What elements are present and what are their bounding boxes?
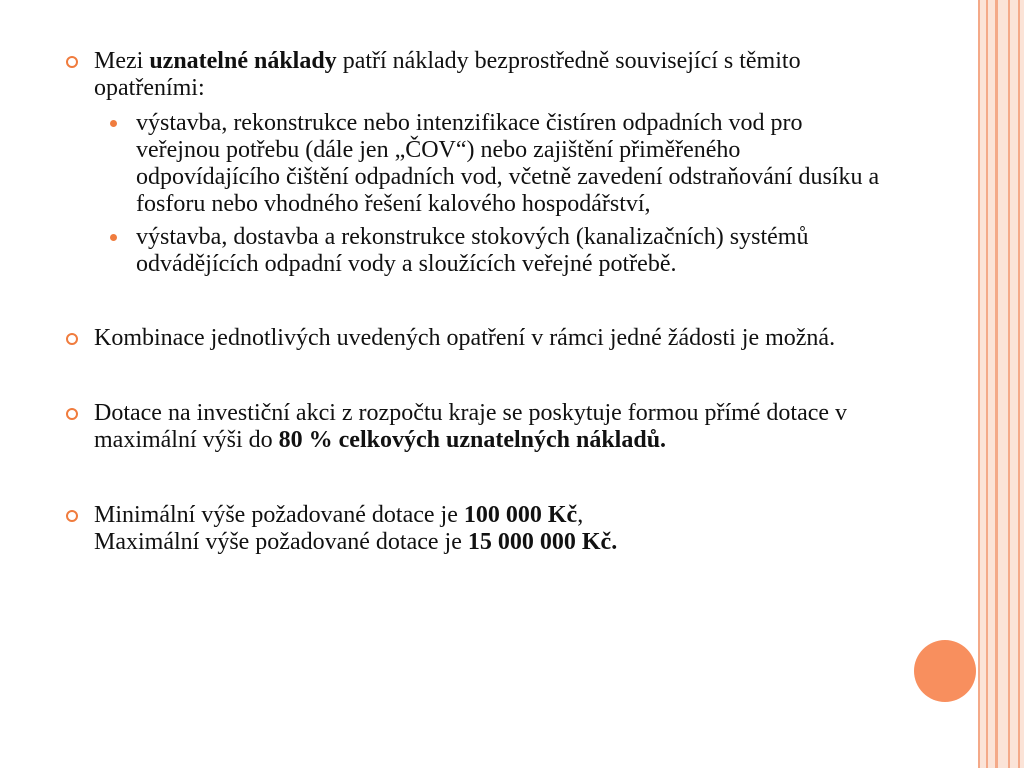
- sub-bullet-item: [66, 224, 886, 278]
- stripe-line: [1008, 0, 1010, 768]
- bullet-text: ,: [577, 502, 584, 528]
- bullet-bold-text: 15 000 000 Kč.: [467, 529, 618, 555]
- bullet-dot-icon: [110, 120, 117, 127]
- sub-bullet-text: výstavba, dostavba a rekonstrukce stokových (kanalizačních) systémů odvádějících odpadní vody a sloužících veřejné potřebě.: [136, 224, 809, 277]
- bullet-ring-icon: [66, 56, 78, 68]
- stripe-line: [978, 0, 980, 768]
- bullet-text: Dotace na investiční akci z rozpočtu kraje se poskytuje formou přímé dotace v maximální výši do: [94, 400, 848, 453]
- decorative-stripe-band: [978, 0, 1024, 768]
- stripe-line: [995, 0, 998, 768]
- bullet-dot-icon: [110, 234, 117, 241]
- bullet-text: Kombinace jednotlivých uvedených opatření v rámci jedné žádosti je možná.: [94, 325, 836, 351]
- bullet-item: [66, 325, 886, 352]
- bullet-text: Mezi: [94, 48, 150, 74]
- sub-bullet-text: výstavba, rekonstrukce nebo intenzifikace čistíren odpadních vod pro veřejnou potřebu (dále jen „ČOV“) nebo zajištění přiměřeného odpovídajícího čištění odpadních vod, včetně zavedení odstraňování dusíku a fosforu nebo vhodného řešení kalového hospodářství,: [136, 110, 880, 217]
- stripe-line: [1018, 0, 1020, 768]
- bullet-bold-text: 80 % celkových uznatelných nákladů.: [278, 427, 667, 453]
- bullet-text: Maximální výše požadované dotace je: [94, 529, 468, 555]
- bullet-bold-text: 100 000 Kč: [463, 502, 578, 528]
- stripe-line: [986, 0, 988, 768]
- bullet-ring-icon: [66, 333, 78, 345]
- slide-content: [66, 48, 886, 556]
- bullet-text: Minimální výše požadované dotace je: [94, 502, 464, 528]
- bullet-item: [66, 502, 886, 556]
- bullet-bold-text: uznatelné náklady: [149, 48, 337, 74]
- bullet-ring-icon: [66, 510, 78, 522]
- bullet-text: patří náklady bezprostředně související s těmito opatřeními:: [94, 48, 801, 101]
- bullet-item: [66, 400, 886, 454]
- decorative-circle: [914, 640, 976, 702]
- bullet-item: [66, 48, 886, 102]
- sub-bullet-item: [66, 110, 886, 218]
- bullet-ring-icon: [66, 408, 78, 420]
